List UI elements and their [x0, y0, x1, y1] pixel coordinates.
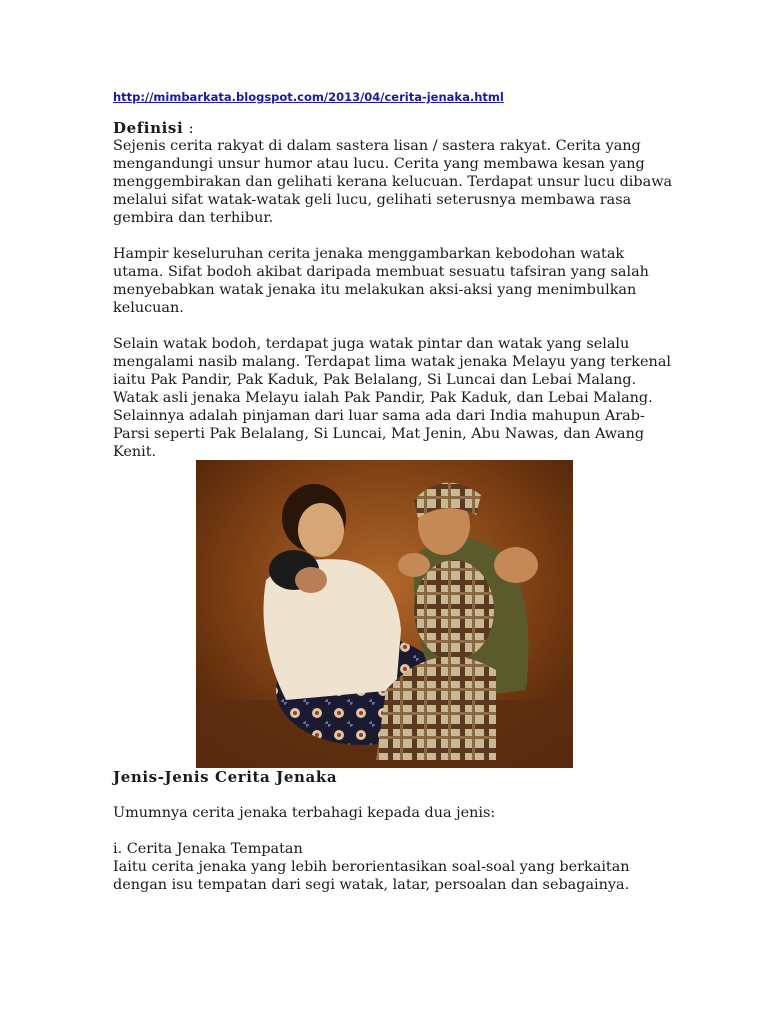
definisi-heading-colon: :	[183, 119, 195, 137]
definisi-heading	[113, 119, 673, 137]
jenis-heading: Jenis-Jenis Cerita Jenaka	[113, 768, 338, 786]
definisi-paragraph-3: Selain watak bodoh, terdapat juga watak pintar dan watak yang selalu mengalami nasib malang. Terdapat lima watak jenaka Melayu yang terkenal iaitu Pak Pandir, Pak Kaduk, Pak Belalang, Si Luncai dan Lebai Malang. Watak asli jenaka Melayu ialah Pak Pandir, Pak Kaduk, dan Lebai Malang. Selainnya adalah pinjaman dari luar sama ada dari India mahupun Arab-Parsi seperti Pak Belalang, Si Luncai, Mat Jenin, Abu Nawas, dan Awang Kenit.	[113, 336, 671, 460]
definisi-heading-text: Definisi	[113, 119, 184, 137]
document-body	[113, 90, 673, 461]
jenis-item-1-title: i. Cerita Jenaka Tempatan	[113, 841, 303, 857]
jenis-item-1-text: Iaitu cerita jenaka yang lebih berorientasikan soal-soal yang berkaitan dengan isu tempatan dari segi watak, latar, persoalan dan sebagainya.	[113, 859, 630, 893]
definisi-paragraph-1: Sejenis cerita rakyat di dalam sastera lisan / sastera rakyat. Cerita yang mengandungi unsur humor atau lucu. Cerita yang membawa kesan yang menggembirakan dan gelihati kerana kelucuan. Terdapat unsur lucu dibawa melalui sifat watak-watak geli lucu, gelihati seterusnya membawa rasa gembira dan terhibur.	[113, 138, 673, 226]
jenis-intro: Umumnya cerita jenaka terbahagi kepada dua jenis:	[113, 805, 496, 821]
family-photo	[196, 460, 573, 768]
jenis-section	[113, 804, 673, 894]
definisi-paragraph-2: Hampir keseluruhan cerita jenaka menggambarkan kebodohan watak utama. Sifat bodoh akibat daripada membuat sesuatu tafsiran yang salah menyebabkan watak jenaka itu melakukan aksi-aksi yang menimbulkan kelucuan.	[113, 246, 649, 316]
source-link[interactable]: http://mimbarkata.blogspot.com/2013/04/cerita-jenaka.html	[113, 90, 504, 104]
